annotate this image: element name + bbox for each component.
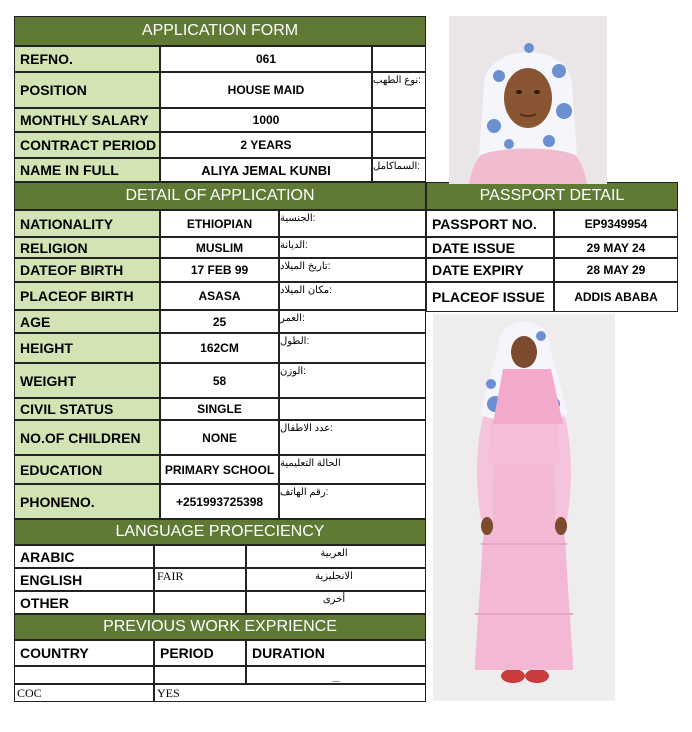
work-country-header: COUNTRY [14,640,154,666]
passport-date-expiry-label: DATE EXPIRY [426,258,554,282]
height-value: 162CM [160,333,279,363]
passport-passport-no-value: EP9349954 [554,210,678,237]
position-arabic: :نوع الطهب [372,72,426,108]
coc-label: COC [14,684,154,702]
work-country-cell [14,666,154,684]
lang-arabic-label: ARABIC [14,545,154,568]
detail-header [14,182,426,210]
full-body-photo [433,314,615,701]
application-form-header [14,16,426,46]
work-duration-cell: _ [246,666,426,684]
work-period-header: PERIOD [154,640,246,666]
portrait-photo [449,16,607,184]
portrait-illustration [449,16,607,184]
education-value: PRIMARY SCHOOL [160,455,279,484]
religion-label: RELIGION [14,237,160,258]
contract-period-arabic [372,132,426,158]
height-arabic: :الطول [279,333,426,363]
full-body-illustration [433,314,615,701]
education-arabic: الحالة التعليمية [279,455,426,484]
work-title: PREVIOUS WORK EXPRIENCE [103,618,337,635]
phoneno-arabic: :رقم الهاتف [279,484,426,519]
passport-date-expiry-value: 28 MAY 29 [554,258,678,282]
height-label: HEIGHT [14,333,160,363]
lang-other-label: OTHER [14,591,154,614]
monthly-salary-label: MONTHLY SALARY [14,108,160,132]
passport-placeof-issue-label: PLACEOF ISSUE [426,282,554,312]
monthly-salary-arabic [372,108,426,132]
education-label: EDUCATION [14,455,160,484]
phoneno-value: +251993725398 [160,484,279,519]
dateof-birth-value: 17 FEB 99 [160,258,279,282]
weight-arabic: :الوزن [279,363,426,398]
lang-english-value: FAIR [154,568,246,591]
religion-arabic: :الديانة [279,237,426,258]
religion-value: MUSLIM [160,237,279,258]
placeof-birth-arabic: :مكان الميلاد [279,282,426,310]
lang-other-value [154,591,246,614]
lang-arabic-arabic: العربية [246,545,426,568]
weight-value: 58 [160,363,279,398]
passport-title: PASSPORT DETAIL [479,187,625,204]
language-header [14,519,426,545]
contract-period-value: 2 YEARS [160,132,372,158]
application-form-title: APPLICATION FORM [141,22,299,39]
lang-other-arabic: أخرى [246,591,426,614]
position-label: POSITION [14,72,160,108]
dateof-birth-arabic: :تاريخ الميلاد [279,258,426,282]
age-arabic: :العمر [279,310,426,333]
detail-title: DETAIL OF APPLICATION [125,187,315,204]
coc-value: YES [154,684,426,702]
work-header [14,614,426,640]
refno-arabic [372,46,426,72]
civil-status-arabic [279,398,426,420]
work-period-cell [154,666,246,684]
position-value: HOUSE MAID [160,72,372,108]
contract-period-label: CONTRACT PERIOD [14,132,160,158]
age-value: 25 [160,310,279,333]
work-duration-header: DURATION [246,640,426,666]
weight-label: WEIGHT [14,363,160,398]
nationality-label: NATIONALITY [14,210,160,237]
no-of-children-arabic: :عدد الاطفال [279,420,426,455]
civil-status-label: CIVIL STATUS [14,398,160,420]
placeof-birth-label: PLACEOF BIRTH [14,282,160,310]
passport-date-issue-value: 29 MAY 24 [554,237,678,258]
name-in-full-label: NAME IN FULL [14,158,160,182]
nationality-arabic: :الجنسية [279,210,426,237]
name-in-full-value: ALIYA JEMAL KUNBI [160,158,372,182]
no-of-children-label: NO.OF CHILDREN [14,420,160,455]
age-label: AGE [14,310,160,333]
no-of-children-value: NONE [160,420,279,455]
civil-status-value: SINGLE [160,398,279,420]
monthly-salary-value: 1000 [160,108,372,132]
passport-header [426,182,678,210]
refno-label: REFNO. [14,46,160,72]
lang-english-arabic: الانجليزية [246,568,426,591]
passport-date-issue-label: DATE ISSUE [426,237,554,258]
refno-value: 061 [160,46,372,72]
lang-arabic-value [154,545,246,568]
placeof-birth-value: ASASA [160,282,279,310]
passport-passport-no-label: PASSPORT NO. [426,210,554,237]
dateof-birth-label: DATEOF BIRTH [14,258,160,282]
nationality-value: ETHIOPIAN [160,210,279,237]
name-in-full-arabic: :السماكامل [372,158,426,182]
passport-placeof-issue-value: ADDIS ABABA [554,282,678,312]
phoneno-label: PHONENO. [14,484,160,519]
lang-english-label: ENGLISH [14,568,154,591]
language-title: LANGUAGE PROFECIENCY [115,523,325,540]
